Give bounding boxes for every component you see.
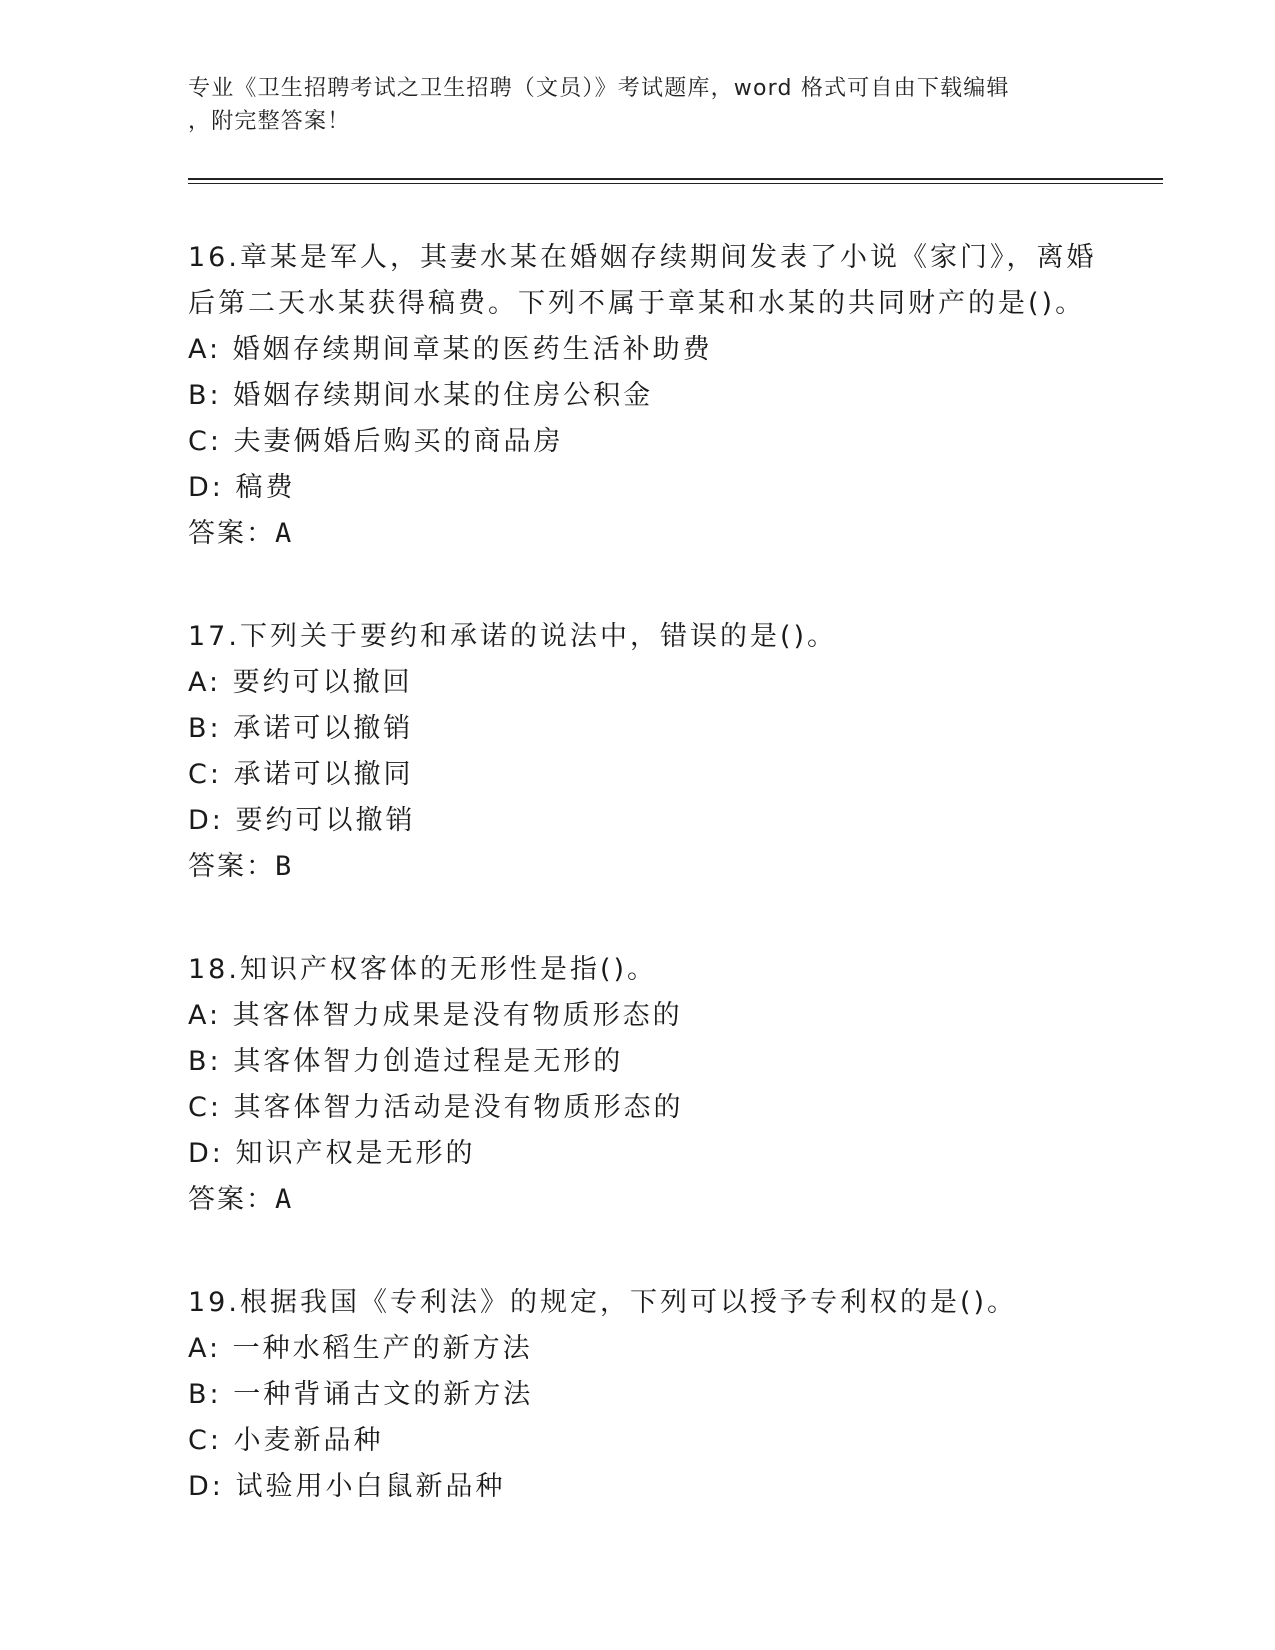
option-b: B: 其客体智力创造过程是无形的 bbox=[188, 1046, 624, 1077]
option-c: C: 承诺可以撤同 bbox=[188, 759, 414, 790]
option-b: B: 婚姻存续期间水某的住房公积金 bbox=[188, 380, 654, 411]
question-stem bbox=[188, 235, 1148, 327]
question-stem-line-1: 19.根据我国《专利法》的规定，下列可以授予专利权的是()。 bbox=[188, 1287, 1018, 1318]
answer bbox=[188, 844, 1148, 890]
answer bbox=[188, 1177, 1148, 1223]
question-stem-line-1: 16.章某是军人，其妻水某在婚姻存续期间发表了小说《家门》，离婚 bbox=[188, 242, 1097, 273]
answer-label: 答案： bbox=[188, 1184, 275, 1215]
answer-label: 答案： bbox=[188, 518, 275, 549]
option-a: A: 要约可以撤回 bbox=[188, 667, 413, 698]
answer-value: B bbox=[275, 851, 294, 882]
option-b: B: 承诺可以撤销 bbox=[188, 713, 414, 744]
question-stem bbox=[188, 1280, 1148, 1326]
answer bbox=[188, 511, 1148, 557]
option-c: C: 其客体智力活动是没有物质形态的 bbox=[188, 1092, 684, 1123]
document-header bbox=[188, 72, 1088, 138]
option-a: A: 一种水稻生产的新方法 bbox=[188, 1333, 533, 1364]
question-stem-line-1: 18.知识产权客体的无形性是指()。 bbox=[188, 954, 658, 985]
option-d: D: 试验用小白鼠新品种 bbox=[188, 1471, 506, 1502]
answer-value: A bbox=[275, 518, 294, 549]
question-16 bbox=[188, 235, 1148, 557]
header-divider-thin bbox=[188, 183, 1163, 184]
option-d: D: 稿费 bbox=[188, 472, 296, 503]
option-b: B: 一种背诵古文的新方法 bbox=[188, 1379, 534, 1410]
header-divider-thick bbox=[188, 178, 1163, 180]
question-stem bbox=[188, 947, 1148, 993]
question-stem bbox=[188, 614, 1148, 660]
option-a: A: 婚姻存续期间章某的医药生活补助费 bbox=[188, 334, 713, 365]
answer-value: A bbox=[275, 1184, 294, 1215]
answer-label: 答案： bbox=[188, 851, 275, 882]
option-d: D: 知识产权是无形的 bbox=[188, 1138, 476, 1169]
question-19 bbox=[188, 1280, 1148, 1510]
option-d: D: 要约可以撤销 bbox=[188, 805, 416, 836]
option-c: C: 夫妻俩婚后购买的商品房 bbox=[188, 426, 564, 457]
question-stem-line-1: 17.下列关于要约和承诺的说法中，错误的是()。 bbox=[188, 621, 838, 652]
header-line-2: ，附完整答案！ bbox=[188, 109, 351, 134]
header-line-1: 专业《卫生招聘考试之卫生招聘（文员）》考试题库，word 格式可自由下载编辑 bbox=[188, 76, 1010, 101]
question-stem-line-2: 后第二天水某获得稿费。下列不属于章某和水某的共同财产的是()。 bbox=[188, 288, 1086, 319]
option-a: A: 其客体智力成果是没有物质形态的 bbox=[188, 1000, 683, 1031]
question-18 bbox=[188, 947, 1148, 1223]
option-c: C: 小麦新品种 bbox=[188, 1425, 384, 1456]
question-list bbox=[188, 235, 1148, 1567]
question-17 bbox=[188, 614, 1148, 890]
